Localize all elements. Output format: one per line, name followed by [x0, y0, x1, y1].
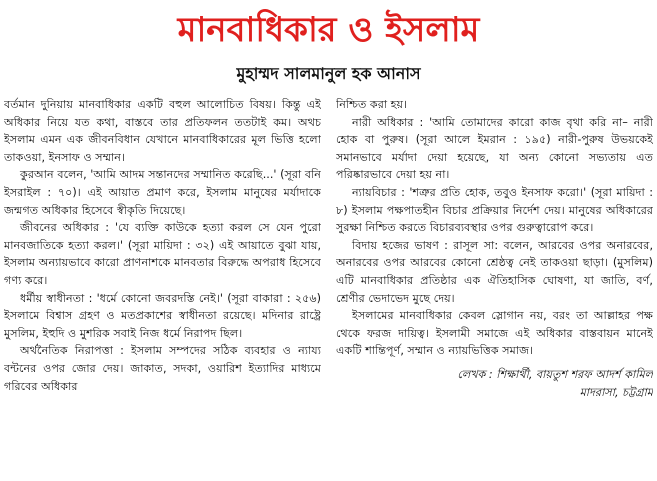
paragraph-dignity: কুরআন বলেন, 'আমি আদম সন্তানদের সম্মানিত করেছি...' (সূরা বনি ইসরাইল : ৭০)। এই আয়াত প্রমাণ করে, ইসলাম মানুষের মর্যাদাকে জন্মগত অধিকার হিসেবে স্বীকৃতি দিয়েছে।	[4, 168, 321, 217]
article-column-right	[336, 96, 653, 474]
paragraph-farewell-sermon: বিদায় হজের ভাষণ : রাসূল সা: বলেন, আরবের ওপর অনারবের, অনারবের ওপর আরবের কোনো শ্রেষ্ঠত্ব নেই তাকওয়া ছাড়া। (মুসলিম) এটি মানবাধিকার প্রতিষ্ঠার এক ঐতিহাসিক ঘোষণা, যা জাতি, বর্ণ, শ্রেণীর ভেদাভেদ মুছে দেয়।	[336, 238, 653, 305]
author-credit	[336, 366, 653, 401]
author-credit-line-2: মাদরাসা, চট্টগ্রাম	[579, 385, 653, 399]
article-byline: মুহাম্মদ সালমানুল হক আনাস	[236, 64, 421, 83]
paragraph-conclusion: ইসলামের মানবাধিকার কেবল স্লোগান নয়, বরং তা আল্লাহর পক্ষ থেকে ফরজ দায়িত্ব। ইসলামী সমাজে এই অধিকার বাস্তবায়ন মানেই একটি শান্তিপূর্ণ, সম্মান ও ন্যায়ভিত্তিক সমাজ।	[336, 309, 653, 358]
paragraph-intro: বর্তমান দুনিয়ায় মানবাধিকার একটি বহুল আলোচিত বিষয়। কিন্তু এই অধিকার নিয়ে যত কথা, বাস্তবে তার প্রতিফলন ততটাই কম। অথচ ইসলাম এমন এক জীবনবিধান যেখানে মানবাধিকারের মূল ভিত্তি হলো তাকওয়া, ইনসাফ ও সম্মান।	[4, 98, 321, 164]
paragraph-right-to-life: জীবনের অধিকার : 'যে ব্যক্তি কাউকে হত্যা করল সে যেন পুরো মানবজাতিকে হত্যা করল।' (সূরা মায়িদা : ৩২) এই আয়াতে বুঝা যায়, ইসলাম অন্যায়ভাবে কারো প্রাণনাশকে মানবতার বিরুদ্ধে অপরাধ হিসেবে গণ্য করে।	[4, 221, 321, 287]
article-column-left	[4, 96, 321, 474]
paragraph-womens-rights: নারী অধিকার : 'আমি তোমাদের কারো কাজ বৃথা করি না– নারী হোক বা পুরুষ। (সূরা আলে ইমরান : ১৯৫) নারী-পুরুষ উভয়কেই সমানভাবে মর্যাদা দেয়া হয়েছে, যা অন্য কোনো সভ্যতায় এত পরিষ্কারভাবে দেয়া হয় না।	[336, 115, 653, 182]
paragraph-economic-continued: নিশ্চিত করা হয়।	[336, 98, 408, 111]
paragraph-economic-security: অর্থনৈতিক নিরাপত্তা : ইসলাম সম্পদের সঠিক ব্যবহার ও ন্যায্য বন্টনের ওপর জোর দেয়। জাকাত, সদকা, ওয়ারিশ ইত্যাদির মাধ্যমে গরিবের অধিকার	[4, 344, 321, 393]
article-headline: মানবাধিকার ও ইসলাম	[177, 10, 480, 50]
paragraph-justice: ন্যায়বিচার : 'শত্রুর প্রতি হোক, তবুও ইনসাফ করো।' (সূরা মায়িদা : ৮) ইসলাম পক্ষপাতহীন বিচার প্রক্রিয়ার নির্দেশ দেয়। মানুষের অধিকারের সুরক্ষা নিশ্চিত করতে বিচারব্যবস্থার ওপর গুরুত্বারোপ করে।	[336, 185, 653, 235]
author-credit-line-1: লেখক : শিক্ষার্থী, বায়তুশ শরফ আদর্শ কামিল	[457, 367, 653, 381]
paragraph-religious-freedom: ধর্মীয় স্বাধীনতা : 'ধর্মে কোনো জবরদস্তি নেই।' (সূরা বাকারা : ২৫৬) ইসলামে বিশ্বাস গ্রহণ ও মতপ্রকাশের স্বাধীনতা রয়েছে। মদিনার রাষ্ট্রে মুসলিম, ইহুদি ও মুশরিক সবাই নিজ ধর্মে নিরাপদ ছিল।	[4, 291, 321, 340]
